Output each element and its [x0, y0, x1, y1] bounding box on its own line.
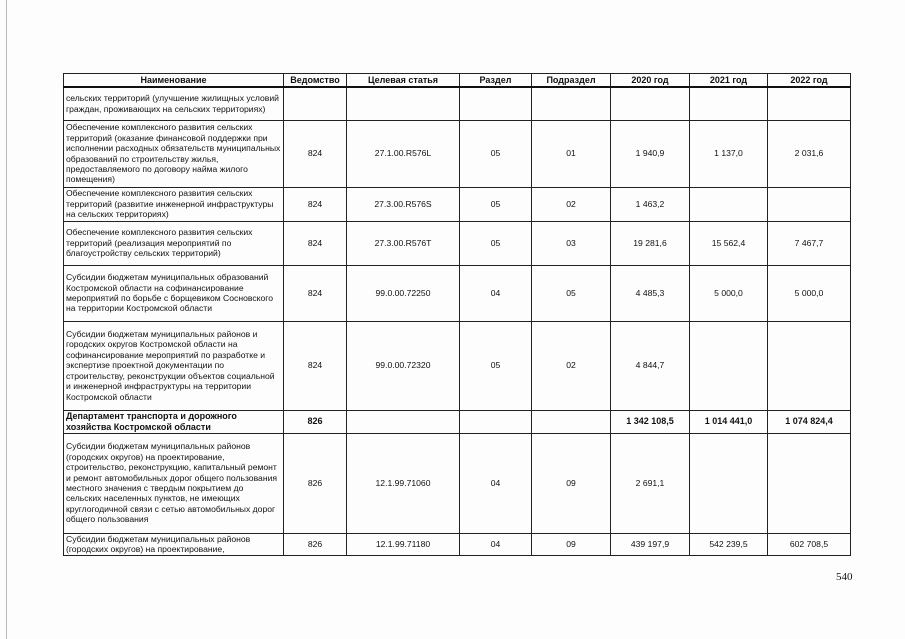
table-row [64, 87, 851, 120]
row-subsection: 09 [532, 533, 611, 555]
header-2020: 2020 год [611, 74, 690, 88]
table-row [64, 221, 851, 265]
row-2020: 4 485,3 [611, 265, 690, 321]
table-row [64, 120, 851, 187]
row-subsection: 02 [532, 321, 611, 410]
row-article [347, 410, 460, 433]
row-name: Обеспечение комплексного развития сельских территорий (оказание финансовой поддержки при исполнении расходных обязательств муниципальных образований по строительству жилья, предоставляемого по договору найма жилого помещения) [64, 120, 284, 187]
row-2022: 7 467,7 [768, 221, 851, 265]
table-row [64, 187, 851, 221]
row-2022: 602 708,5 [768, 533, 851, 555]
table-row [64, 265, 851, 321]
row-subsection: 03 [532, 221, 611, 265]
row-2021: 1 137,0 [690, 120, 768, 187]
row-dept: 824 [284, 187, 347, 221]
row-2022 [768, 187, 851, 221]
row-2022 [768, 433, 851, 533]
table-header-row [64, 74, 851, 88]
row-subsection [532, 87, 611, 120]
row-dept: 824 [284, 221, 347, 265]
row-name: Обеспечение комплексного развития сельских территорий (развитие инженерной инфраструктуры на сельских территориях) [64, 187, 284, 221]
row-2022: 5 000,0 [768, 265, 851, 321]
row-dept: 826 [284, 410, 347, 433]
row-section [460, 87, 532, 120]
row-section: 05 [460, 221, 532, 265]
row-2021 [690, 187, 768, 221]
row-2020: 19 281,6 [611, 221, 690, 265]
row-2020: 1 463,2 [611, 187, 690, 221]
row-name: Субсидии бюджетам муниципальных районов (городских округов) на проектирование, [64, 533, 284, 555]
row-dept: 826 [284, 433, 347, 533]
row-2022 [768, 321, 851, 410]
header-section: Раздел [460, 74, 532, 88]
row-2021 [690, 321, 768, 410]
row-article: 99.0.00.72320 [347, 321, 460, 410]
row-subsection [532, 410, 611, 433]
table-row [64, 533, 851, 555]
table-row [64, 321, 851, 410]
row-article: 27.3.00.R576S [347, 187, 460, 221]
row-subsection: 01 [532, 120, 611, 187]
row-name: сельских территорий (улучшение жилищных условий граждан, проживающих на сельских территориях) [64, 87, 284, 120]
row-section: 04 [460, 265, 532, 321]
row-2022: 2 031,6 [768, 120, 851, 187]
row-dept [284, 87, 347, 120]
row-section: 05 [460, 321, 532, 410]
row-dept: 824 [284, 265, 347, 321]
row-section: 04 [460, 533, 532, 555]
header-article: Целевая статья [347, 74, 460, 88]
row-2022: 1 074 824,4 [768, 410, 851, 433]
row-dept: 824 [284, 321, 347, 410]
row-name: Обеспечение комплексного развития сельских территорий (реализация мероприятий по благоустройству сельских территорий) [64, 221, 284, 265]
row-article [347, 87, 460, 120]
row-2021: 542 239,5 [690, 533, 768, 555]
header-2022: 2022 год [768, 74, 851, 88]
row-2021: 1 014 441,0 [690, 410, 768, 433]
row-name: Субсидии бюджетам муниципальных районов и городских округов Костромской области на софинансирование мероприятий по разработке и экспертизе проектной документации по строительству, реконструкции объектов социальной и инженерной инфраструктуры на территории Костромской области [64, 321, 284, 410]
row-name: Департамент транспорта и дорожного хозяйства Костромской области [64, 410, 284, 433]
row-article: 99.0.00.72250 [347, 265, 460, 321]
row-article: 27.1.00.R576L [347, 120, 460, 187]
row-section: 05 [460, 120, 532, 187]
row-2020 [611, 87, 690, 120]
row-name: Субсидии бюджетам муниципальных образований Костромской области на софинансирование мероприятий по борьбе с борщевиком Сосновского на территории Костромской области [64, 265, 284, 321]
row-2020: 1 342 108,5 [611, 410, 690, 433]
row-section: 05 [460, 187, 532, 221]
row-subsection: 02 [532, 187, 611, 221]
row-2021: 5 000,0 [690, 265, 768, 321]
budget-table [63, 73, 851, 556]
row-2021 [690, 433, 768, 533]
row-name: Субсидии бюджетам муниципальных районов (городских округов) на проектирование, строительство, реконструкцию, капитальный ремонт и ремонт автомобильных дорог общего пользования местного значения с твердым покрытием до сельских населенных пунктов, не имеющих круглогодичной связи с сетью автомобильных дорог общего пользования [64, 433, 284, 533]
row-2020: 4 844,7 [611, 321, 690, 410]
row-subsection: 05 [532, 265, 611, 321]
table-row [64, 433, 851, 533]
row-2020: 2 691,1 [611, 433, 690, 533]
row-article: 12.1.99.71180 [347, 533, 460, 555]
page-number: 540 [836, 571, 853, 583]
row-2022 [768, 87, 851, 120]
row-article: 27.3.00.R576T [347, 221, 460, 265]
table-row-department [64, 410, 851, 433]
row-article: 12.1.99.71060 [347, 433, 460, 533]
row-section: 04 [460, 433, 532, 533]
row-dept: 826 [284, 533, 347, 555]
row-section [460, 410, 532, 433]
row-subsection: 09 [532, 433, 611, 533]
row-2020: 1 940,9 [611, 120, 690, 187]
header-name: Наименование [64, 74, 284, 88]
header-subsection: Подраздел [532, 74, 611, 88]
row-2021: 15 562,4 [690, 221, 768, 265]
header-dept: Ведомство [284, 74, 347, 88]
scan-edge-line [6, 0, 7, 639]
header-2021: 2021 год [690, 74, 768, 88]
row-2020: 439 197,9 [611, 533, 690, 555]
row-dept: 824 [284, 120, 347, 187]
row-2021 [690, 87, 768, 120]
